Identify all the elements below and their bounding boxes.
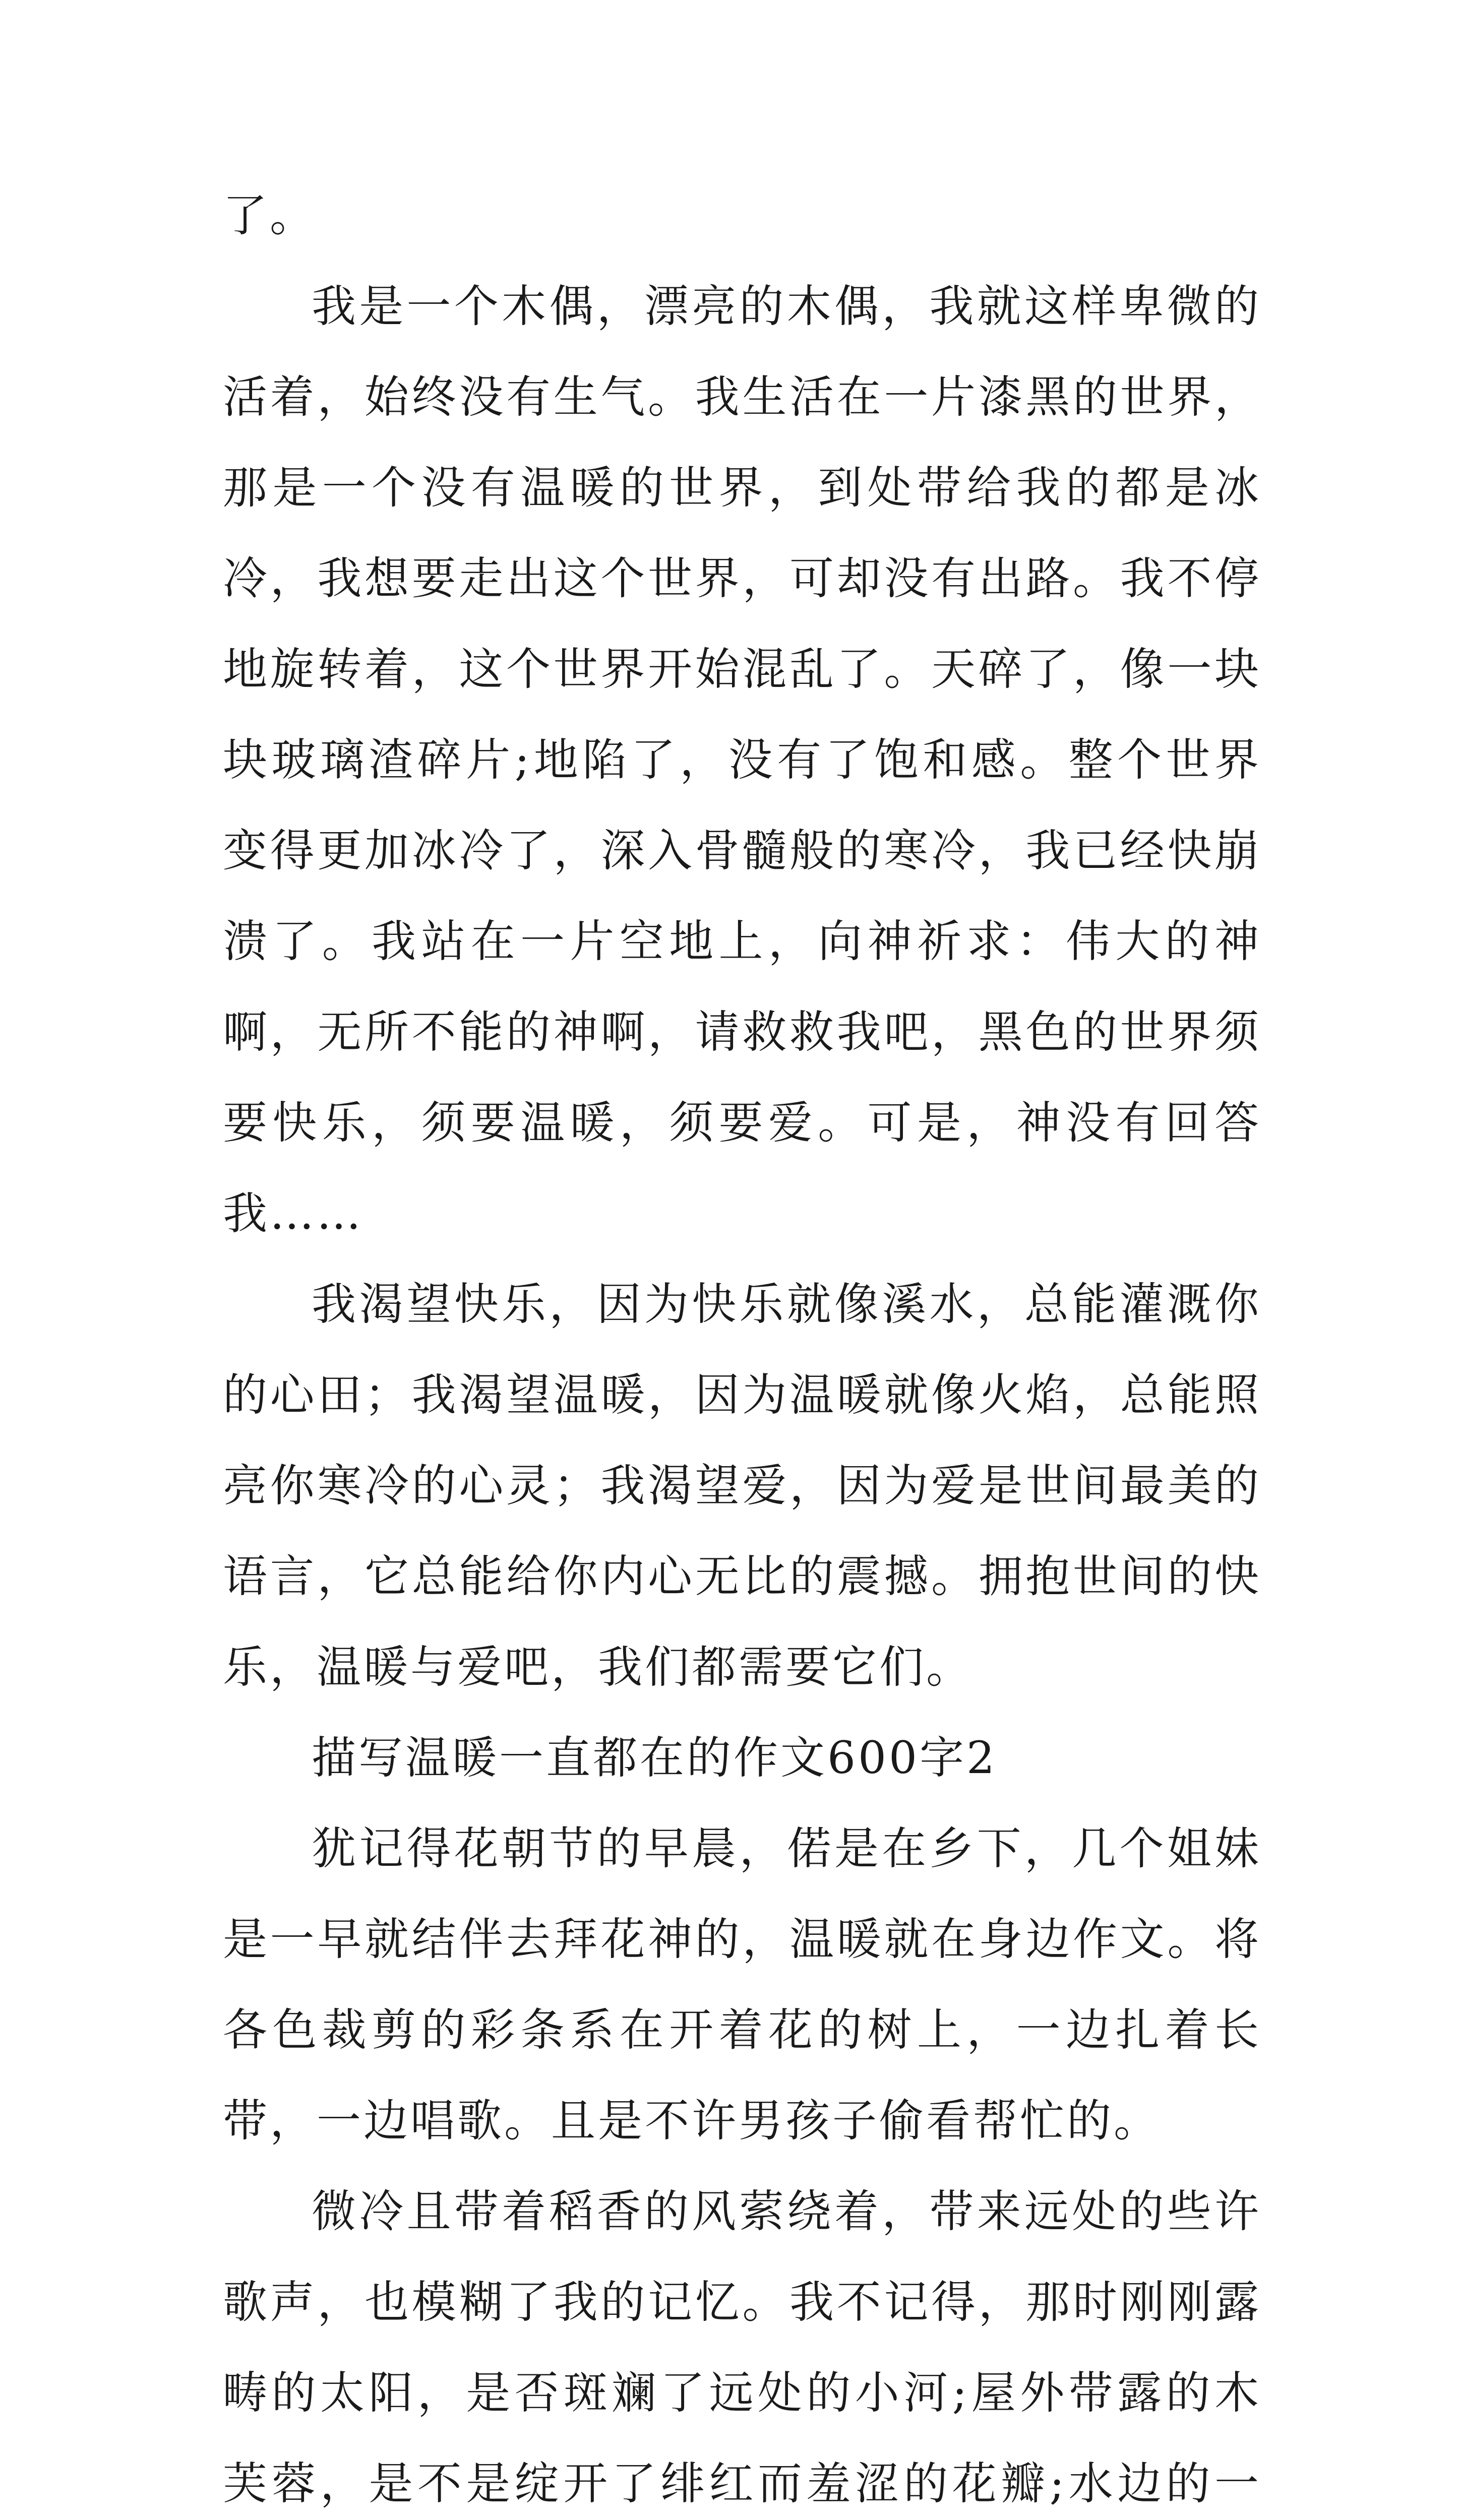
paragraph-continuation: 了。	[223, 190, 317, 241]
paragraph-memory: 微冷且带着稻香的风萦绕着，带来远处的些许歌声，也模糊了我的记忆。我不记得，那时刚刚露畴的太阳，是否斑斓了远处的小河;屋外带露的木芙蓉，是不是绽开了绯红而羞涩的花瓣;水边的一	[223, 2185, 1261, 2509]
paragraph-wooden-puppet: 我是一个木偶，漂亮的木偶，我就这样卑微的活着，始终没有生气。我生活在一片漆黑的世界，那是一个没有温暖的世界，到处带给我的都是冰冷，我想要走出这个世界，可却没有出路。我不停地旋转着，这个世界开始混乱了。天碎了，像一块块玻璃渣碎片;地陷了，没有了饱和感。整个世界变得更加冰冷了，深入骨髓般的寒冷，我已经快崩溃了。我站在一片空地上，向神祈求：伟大的神啊，无所不能的神啊，请救救我吧，黑色的世界须要快乐，须要温暖，须要爱。可是，神没有回答我……	[223, 280, 1261, 1239]
essay-title-2: 描写温暖一直都在的作文600字2	[312, 1732, 997, 1784]
essay-body	[223, 170, 1261, 2520]
paragraph-flower-festival: 犹记得花朝节的早晨，偌是在乡下，几个姐妹是一早就结伴去拜花神的，温暖就在身边作文。将各色裁剪的彩条系在开着花的树上，一边扎着长带，一边唱歌。且是不许男孩子偷看帮忙的。	[223, 1822, 1261, 2147]
paragraph-longing: 我渴望快乐，因为快乐就像溪水，总能灌溉你的心田；我渴望温暖，因为温暖就像火焰，总能照亮你寒冷的心灵；我渴望爱，因为爱是世间最美的语言，它总能给你内心无比的震撼。拥抱世间的快乐，温暖与爱吧，我们都需要它们。	[223, 1278, 1261, 1693]
